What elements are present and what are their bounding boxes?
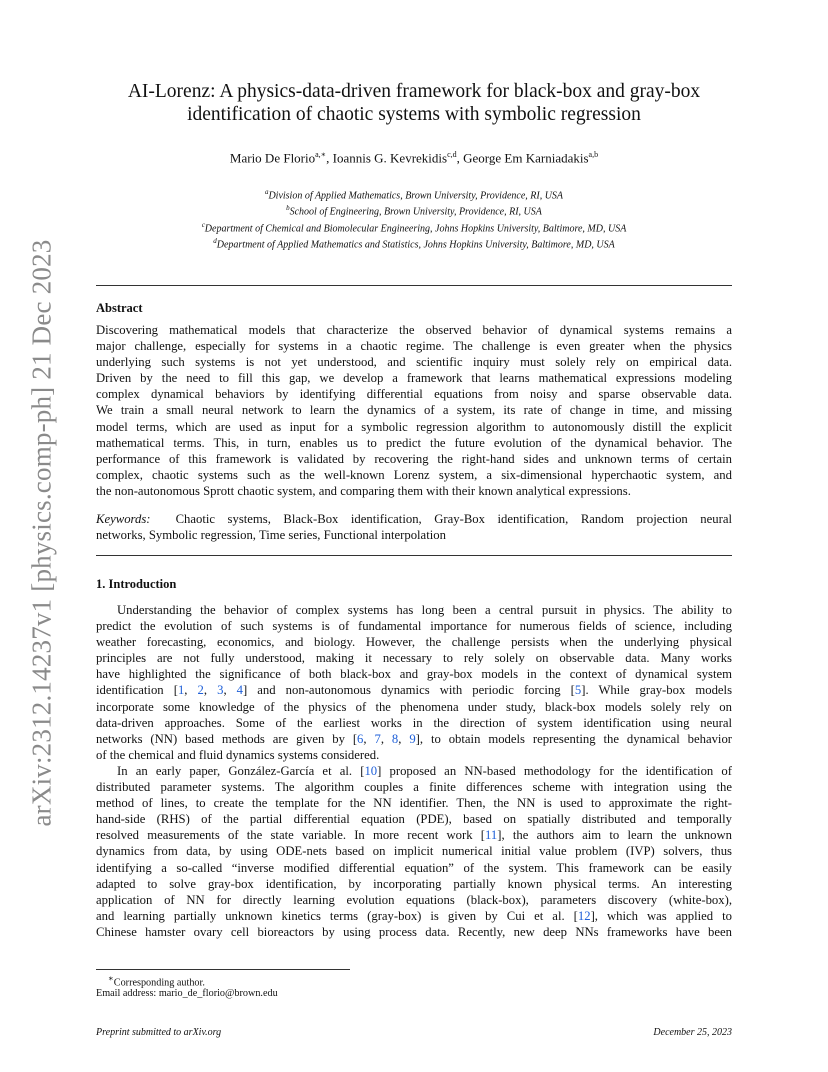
abstract-line: the non-autonomous Sprott chaotic system, and comparing them with their known analytical expressions. xyxy=(96,483,631,498)
affiliation-list xyxy=(96,186,732,251)
affiliation: $^c$Department of Chemical and Biomolecular Engineering, Johns Hopkins University, Baltimore, MD, USA xyxy=(201,220,627,234)
intro-line: weather forecasting, economics, and biology. However, the challenge persists when the underlying physical xyxy=(96,635,732,650)
citation-link[interactable]: 7 xyxy=(374,731,381,746)
intro-line: adapted to solve gray-box identification, by incorporating partially known physical terms. An interesting xyxy=(96,876,732,891)
keywords xyxy=(96,511,732,543)
title-line-2: identification of chaotic systems with symbolic regression xyxy=(187,104,641,125)
citation-link[interactable]: 11 xyxy=(485,828,498,843)
abstract-line: complex dynamical behaviors by identifying differential equations from noisy and sparse observable data. xyxy=(96,387,732,402)
intro-line: Understanding the behavior of complex systems has long been a central pursuit in physics. The ability to xyxy=(117,603,732,617)
footnote-corresponding: ∗Corresponding author. xyxy=(108,973,205,989)
intro-line: and learning partially unknown kinetics terms (gray-box) is given by Cui et al. [12], which was applied to xyxy=(96,908,732,923)
abstract-line: We train a small neural network to learn the dynamics of a system, its rate of change in time, and missing xyxy=(96,403,732,418)
divider xyxy=(96,555,732,556)
abstract-line: performance of this framework is validated by recovering the right-hand sides and unknown terms of certain xyxy=(96,451,732,466)
abstract-body xyxy=(96,322,732,499)
abstract-line: Discovering mathematical models that characterize the observed behavior of dynamical systems remains a xyxy=(96,323,732,337)
intro-line: resolved measurements of the state variable. In more recent work [11], the authors aim to learn the unknown xyxy=(96,828,732,843)
author-name: Mario De Florio xyxy=(229,150,316,166)
citation-link[interactable]: 12 xyxy=(577,908,591,923)
citation-link[interactable]: 10 xyxy=(364,763,378,778)
intro-line: hand-side (RHS) of the partial differential equation (PDE), based on spatially distributed and temporally xyxy=(96,812,732,827)
author-affiliation-mark: a,b xyxy=(588,150,599,159)
intro-line: Chinese hamster ovary cell bioreactors by using process data. Recently, new deep NNs frameworks have been xyxy=(96,924,732,939)
intro-line: In an early paper, González-García et al. [10] proposed an NN-based methodology for the identification of xyxy=(117,763,732,778)
intro-line: incorporate some knowledge of the physics of the phenomena under study, black-box models solely rely on xyxy=(96,699,732,714)
section-heading: 1. Introduction xyxy=(96,577,177,591)
affiliation: $^d$Department of Applied Mathematics and Statistics, Johns Hopkins University, Baltimore, MD, USA xyxy=(213,236,615,251)
intro-line: dynamics from data, by using ODE-nets based on implicit numerical initial value problem (IVP) solvers, thus xyxy=(96,844,732,859)
email-address: mario_de_florio@brown.edu xyxy=(158,988,278,999)
keywords-label: Keywords: xyxy=(96,512,151,526)
intro-line: predict the evolution of such systems is of fundamental importance for numerous fields of science, including xyxy=(96,619,732,634)
introduction-body xyxy=(96,602,732,940)
intro-line: application of NN for directly learning evolution equations (black-box), parameters discovery (white-box), xyxy=(96,892,732,907)
citation-link[interactable]: 4 xyxy=(236,683,244,698)
footer-date: December 25, 2023 xyxy=(653,1027,732,1038)
keywords-text: networks, Symbolic regression, Time series, Functional interpolation xyxy=(96,528,446,543)
footnote-email: Email address: mario_de_florio@brown.edu xyxy=(96,988,278,999)
author-name: Ioannis G. Kevrekidis xyxy=(332,150,448,166)
intro-line: method of lines, to create the template for the NN identifier. Then, the NN is used to approximate the right- xyxy=(96,796,732,811)
intro-line: identification [1, 2, 3, 4] and non-autonomous dynamics with periodic forcing [5]. While gray-box models xyxy=(96,683,733,698)
intro-line: data-driven approaches. Some of the earliest works in the direction of system identification using neural xyxy=(96,715,732,730)
abstract-line: model terms, which are used as input for a symbolic regression algorithm to autonomously distill the explicit xyxy=(96,419,732,434)
citation-link[interactable]: 3 xyxy=(217,683,224,698)
author-name: George Em Karniadakis xyxy=(463,150,589,166)
author-list: Mario De Florio$^{a,∗}$, Ioannis G. Kevrekidis$^{c,d}$, George Em Karniadakis$^{a,b}$ xyxy=(229,150,599,166)
citation-link[interactable]: 2 xyxy=(197,683,204,698)
citation-link[interactable]: 8 xyxy=(391,731,399,746)
intro-line: distributed parameter systems. The algorithm couples a finite differences scheme with integration using the xyxy=(96,780,732,795)
citation-link[interactable]: 9 xyxy=(409,731,416,746)
abstract-heading: Abstract xyxy=(96,301,143,315)
arxiv-identifier: arXiv:2312.14237v1 [physics.comp-ph] 21 Dec 2023 xyxy=(26,238,57,827)
citation-link[interactable]: 6 xyxy=(357,731,364,746)
keywords-text: Chaotic systems, Black-Box identification, Gray-Box identification, Random projection neural xyxy=(175,512,732,526)
intro-line: identifying a so-called “inverse modified differential equation” of the system. This framework can be easily xyxy=(96,860,732,875)
abstract-line: major challenge, especially for systems in a chaotic regime. The challenge is even greater when the physics xyxy=(96,339,732,354)
citation-link[interactable]: 1 xyxy=(177,683,185,698)
footer-submission: Preprint submitted to arXiv.org xyxy=(96,1027,222,1038)
affiliation: $^b$School of Engineering, Brown University, Providence, RI, USA xyxy=(286,204,542,218)
arxiv-sidebar xyxy=(22,235,62,830)
divider xyxy=(96,285,732,286)
author-affiliation-mark: c,d xyxy=(447,150,457,159)
abstract-line: Driven by the need to fill this gap, we develop a framework that learns mathematical expressions modeling xyxy=(96,371,732,386)
author-affiliation-mark: a,∗ xyxy=(315,150,327,159)
footnote-divider xyxy=(96,969,350,970)
paper-title xyxy=(96,80,732,126)
affiliation: $^a$Division of Applied Mathematics, Brown University, Providence, RI, USA xyxy=(264,188,564,202)
abstract-line: mathematical terms. This, in turn, enables us to predict the future evolution of the dynamical behavior. The xyxy=(96,435,732,450)
intro-line: networks (NN) based methods are given by [6, 7, 8, 9], to obtain models representing the dynamical behavior xyxy=(96,731,733,746)
intro-line: have highlighted the significance of both black-box and gray-box models in the context of dynamical system xyxy=(96,667,732,682)
intro-line: principles are not fully understood, making it necessary to rely solely on observable data. Many works xyxy=(96,651,732,666)
abstract-line: complex, chaotic systems such as the well-known Lorenz system, a six-dimensional hyperchaotic system, and xyxy=(96,467,732,482)
title-line-1: AI-Lorenz: A physics-data-driven framework for black-box and gray-box xyxy=(127,81,701,102)
abstract-line: underlying such systems is not yet understood, and scientific inquiry must solely rely on empirical data. xyxy=(96,355,732,370)
intro-line: of the chemical and fluid dynamics systems considered. xyxy=(96,747,380,762)
citation-link[interactable]: 5 xyxy=(574,683,582,698)
